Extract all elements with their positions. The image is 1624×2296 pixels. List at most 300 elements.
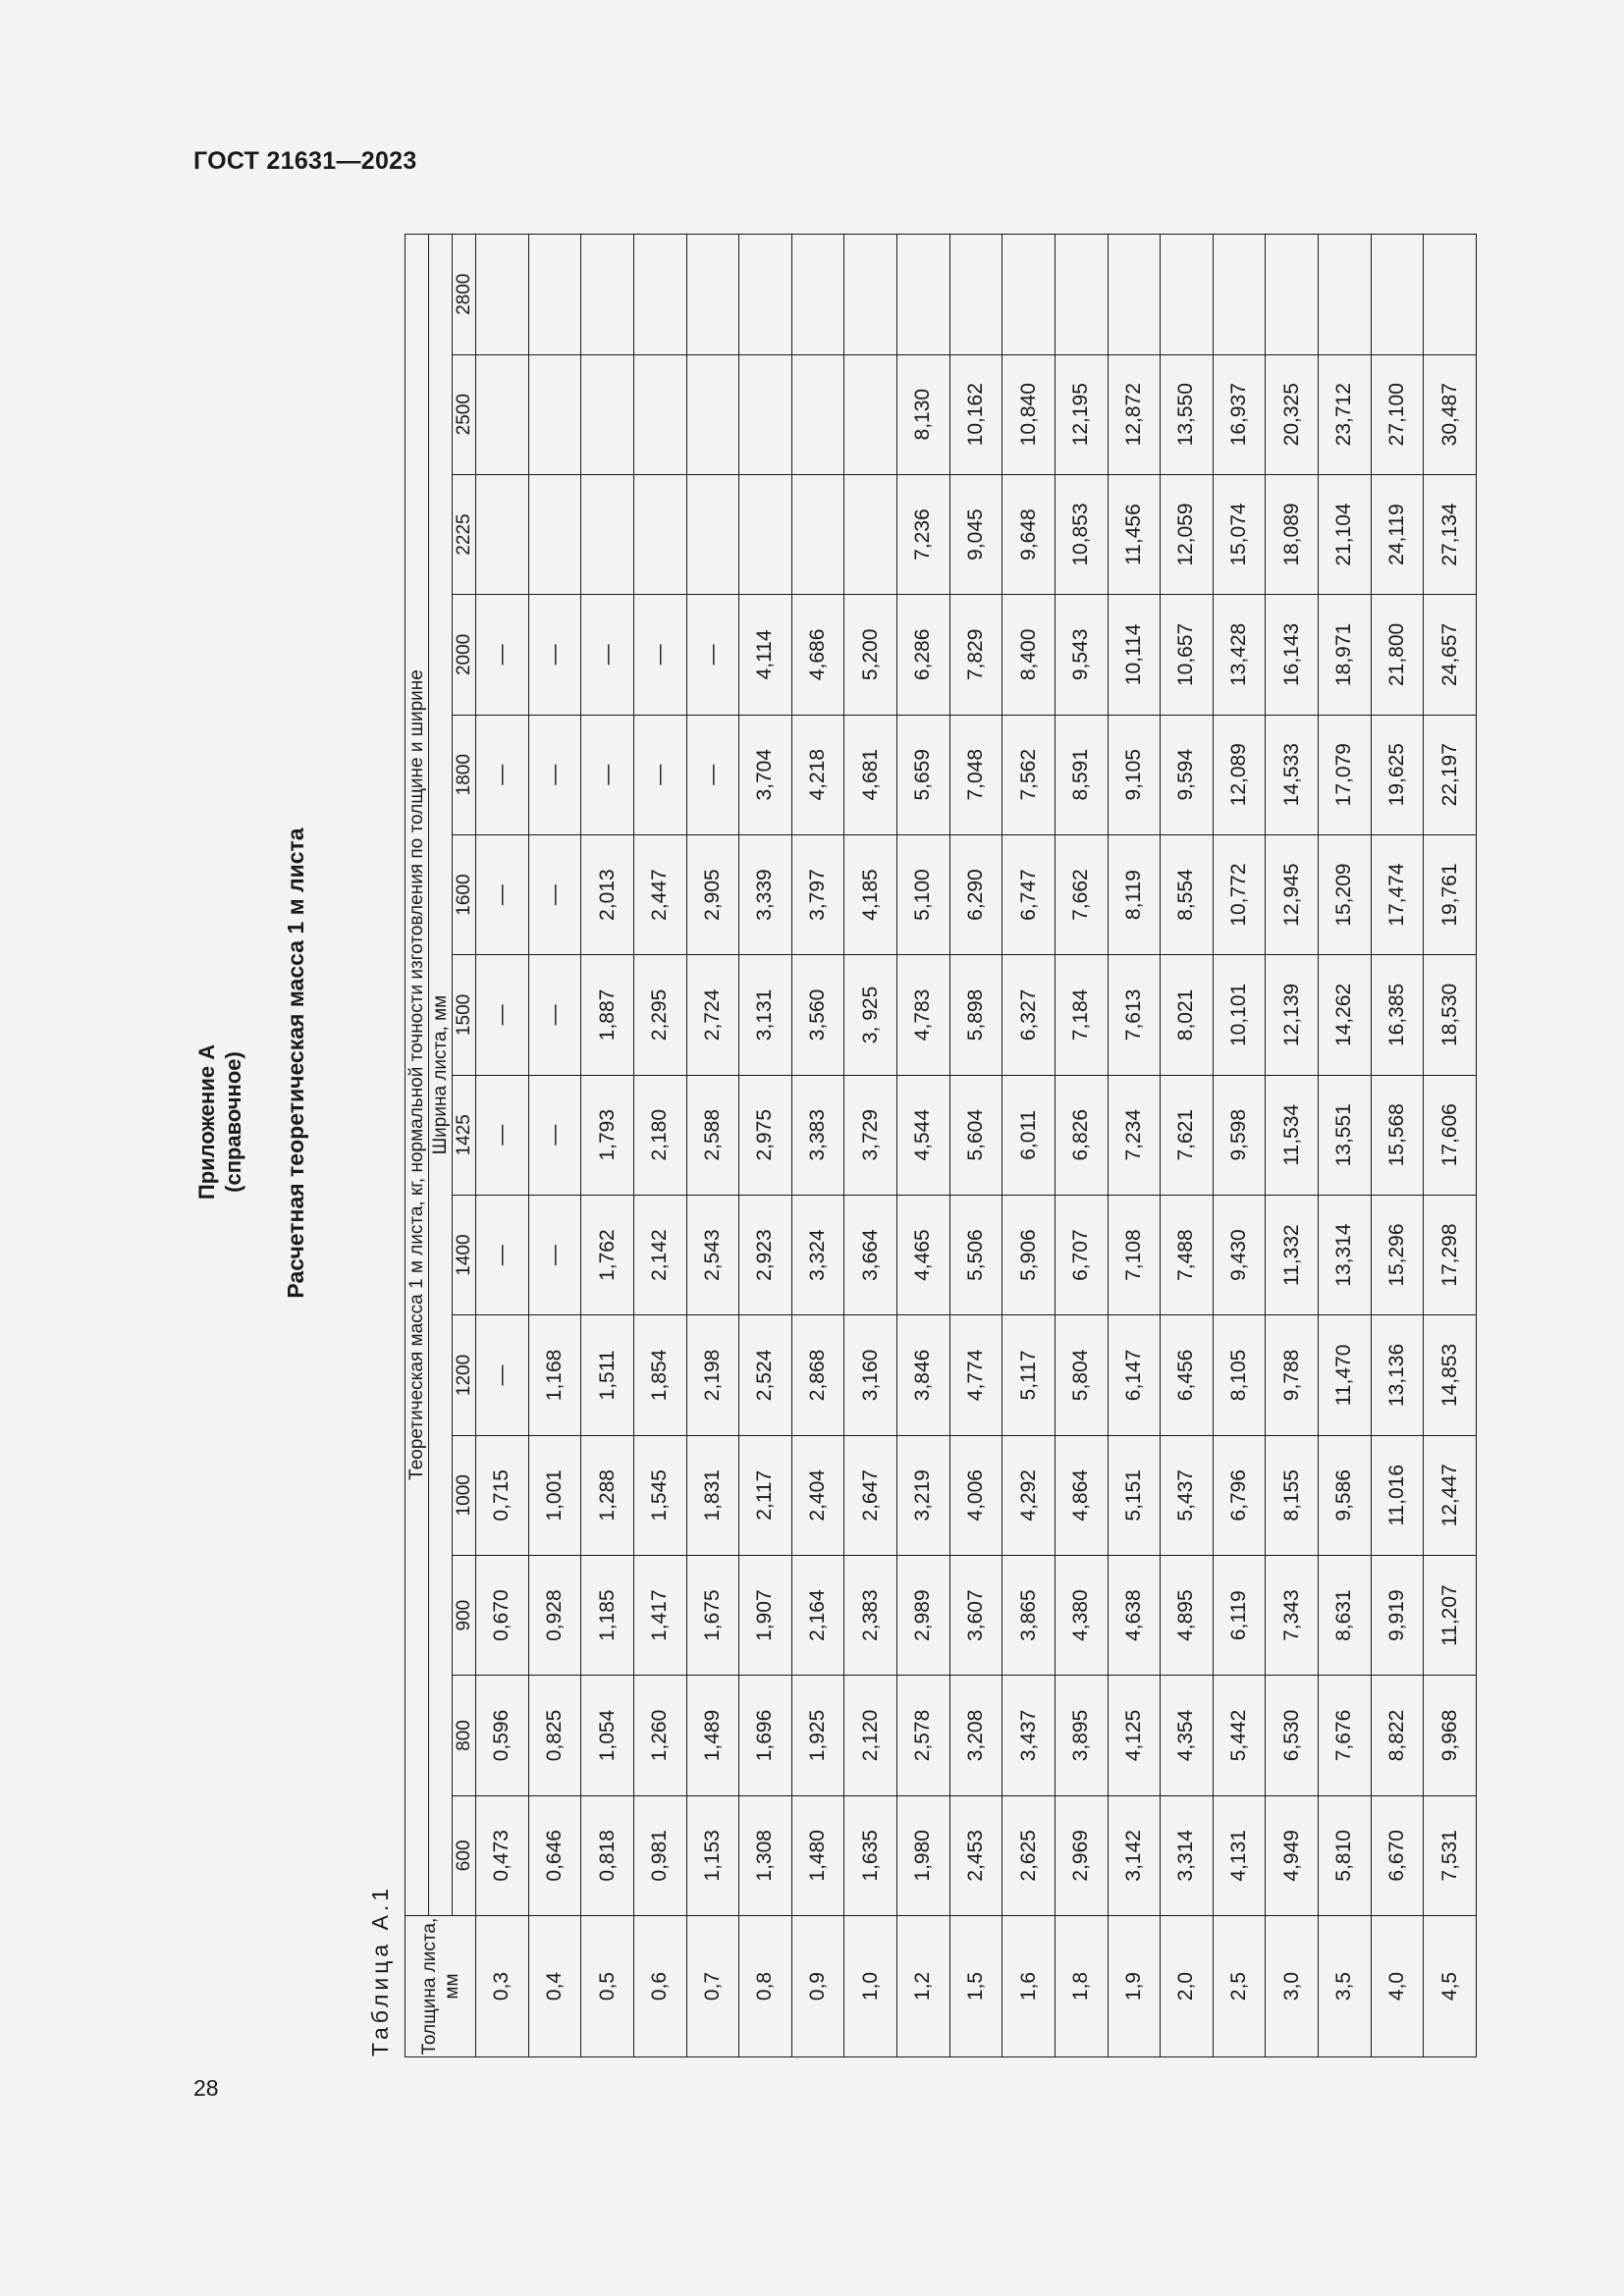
width-header-cell: 900 (453, 1555, 476, 1675)
mass-cell: 2,524 (739, 1315, 792, 1435)
mass-cell: 13,550 (1161, 354, 1214, 474)
mass-cell: — (633, 715, 686, 834)
mass-cell: 6,796 (1213, 1435, 1266, 1555)
mass-cell: 4,681 (844, 715, 897, 834)
mass-cell: 8,021 (1161, 955, 1214, 1075)
table-row (1319, 235, 1372, 2057)
document-code-header: ГОСТ 21631—2023 (193, 147, 417, 175)
mass-cell: 8,119 (1108, 834, 1161, 954)
mass-cell: 6,011 (1002, 1075, 1056, 1195)
mass-cell: 1,762 (581, 1195, 634, 1314)
mass-cell: 3,339 (739, 834, 792, 954)
mass-cell: 14,533 (1266, 715, 1319, 834)
mass-cell (1319, 235, 1372, 355)
mass-cell: 4,638 (1108, 1555, 1161, 1675)
mass-cell: 2,923 (739, 1195, 792, 1314)
mass-cell: 5,898 (949, 955, 1002, 1075)
mass-cell (739, 354, 792, 474)
table-body (476, 235, 1477, 2057)
thickness-cell: 0,8 (739, 1916, 792, 2057)
mass-cell: 0,715 (476, 1435, 529, 1555)
mass-cell: 2,295 (633, 955, 686, 1075)
mass-cell: 27,100 (1371, 354, 1424, 474)
mass-cell: 13,314 (1319, 1195, 1372, 1314)
mass-cell: 7,562 (1002, 715, 1056, 834)
mass-cell: 9,598 (1213, 1075, 1266, 1195)
mass-cell: — (528, 1075, 581, 1195)
mass-cell: 22,197 (1424, 715, 1477, 834)
mass-cell: 9,586 (1319, 1435, 1372, 1555)
mass-cell: 14,853 (1424, 1315, 1477, 1435)
thickness-cell: 1,5 (949, 1916, 1002, 2057)
mass-cell: 23,712 (1319, 354, 1372, 474)
mass-cell: 2,543 (686, 1195, 739, 1314)
mass-cell: 7,829 (949, 595, 1002, 715)
mass-cell: 12,195 (1055, 354, 1108, 474)
mass-cell: 6,826 (1055, 1075, 1108, 1195)
width-header-cell: 1425 (453, 1075, 476, 1195)
mass-cell: 1,480 (791, 1795, 844, 1915)
width-header-cell: 1800 (453, 715, 476, 834)
thickness-cell: 2,5 (1213, 1916, 1266, 2057)
mass-cell: — (528, 1195, 581, 1314)
mass-cell: 4,949 (1266, 1795, 1319, 1915)
mass-cell: 6,456 (1161, 1315, 1214, 1435)
width-header-cell: 1200 (453, 1315, 476, 1435)
table-row (949, 235, 1002, 2057)
width-header-cell: 2800 (453, 235, 476, 355)
mass-cell (1371, 235, 1424, 355)
mass-cell: 24,119 (1371, 474, 1424, 594)
mass-cell: 16,937 (1213, 354, 1266, 474)
mass-cell: 17,474 (1371, 834, 1424, 954)
mass-cell: 6,530 (1266, 1676, 1319, 1795)
mass-cell: 7,236 (897, 474, 950, 594)
mass-cell: — (581, 595, 634, 715)
mass-cell: 12,945 (1266, 834, 1319, 954)
mass-cell: 2,013 (581, 834, 634, 954)
table-row (528, 235, 581, 2057)
thickness-cell: 0,9 (791, 1916, 844, 2057)
mass-cell: 13,551 (1319, 1075, 1372, 1195)
mass-cell: 2,120 (844, 1676, 897, 1795)
mass-cell: 2,180 (633, 1075, 686, 1195)
mass-cell: 5,200 (844, 595, 897, 715)
mass-cell (633, 474, 686, 594)
mass-cell: 4,864 (1055, 1435, 1108, 1555)
mass-cell: 2,447 (633, 834, 686, 954)
mass-cell: 9,543 (1055, 595, 1108, 715)
table-row (1371, 235, 1424, 2057)
mass-cell: 11,016 (1371, 1435, 1424, 1555)
mass-cell: 0,825 (528, 1676, 581, 1795)
mass-cell: 11,470 (1319, 1315, 1372, 1435)
mass-cell: 11,332 (1266, 1195, 1319, 1314)
mass-cell: 5,117 (1002, 1315, 1056, 1435)
mass-cell: 24,657 (1424, 595, 1477, 715)
mass-cell: 15,568 (1371, 1075, 1424, 1195)
table-row (1108, 235, 1161, 2057)
mass-cell: 1,545 (633, 1435, 686, 1555)
mass-cell: 2,724 (686, 955, 739, 1075)
mass-cell: 0,981 (633, 1795, 686, 1915)
mass-cell (844, 235, 897, 355)
table-row (897, 235, 950, 2057)
mass-cell: — (476, 834, 529, 954)
mass-cell: 9,788 (1266, 1315, 1319, 1435)
mass-cell: — (528, 955, 581, 1075)
table-row (1424, 235, 1477, 2057)
mass-cell: — (476, 595, 529, 715)
mass-cell: 3,865 (1002, 1555, 1056, 1675)
mass-cell: 5,906 (1002, 1195, 1056, 1314)
mass-cell: 4,465 (897, 1195, 950, 1314)
mass-cell: 0,818 (581, 1795, 634, 1915)
mass-cell: 8,591 (1055, 715, 1108, 834)
mass-cell: 5,437 (1161, 1435, 1214, 1555)
mass-cell: 3,846 (897, 1315, 950, 1435)
mass-cell: 18,530 (1424, 955, 1477, 1075)
mass-cell (739, 474, 792, 594)
mass-cell: 3,324 (791, 1195, 844, 1314)
mass-cell: 3,160 (844, 1315, 897, 1435)
mass-cell: 10,840 (1002, 354, 1056, 474)
mass-cell: 3,797 (791, 834, 844, 954)
mass-cell: 8,130 (897, 354, 950, 474)
mass-cell: 2,989 (897, 1555, 950, 1675)
thickness-cell: 0,4 (528, 1916, 581, 2057)
mass-cell: 2,164 (791, 1555, 844, 1675)
mass-cell: — (528, 595, 581, 715)
mass-cell (739, 235, 792, 355)
mass-cell: 3,704 (739, 715, 792, 834)
mass-cell: 7,048 (949, 715, 1002, 834)
thickness-cell: 3,0 (1266, 1916, 1319, 2057)
mass-cell: 5,810 (1319, 1795, 1372, 1915)
mass-cell: 0,596 (476, 1676, 529, 1795)
thickness-cell: 1,9 (1108, 1916, 1161, 2057)
mass-cell: 5,804 (1055, 1315, 1108, 1435)
mass-cell: 2,905 (686, 834, 739, 954)
mass-cell: 3, 925 (844, 955, 897, 1075)
mass-cell: 1,831 (686, 1435, 739, 1555)
mass-cell: 13,428 (1213, 595, 1266, 715)
mass-table-container (405, 234, 1477, 2057)
mass-cell: 9,105 (1108, 715, 1161, 834)
mass-cell: 2,868 (791, 1315, 844, 1435)
thickness-cell: 1,0 (844, 1916, 897, 2057)
mass-cell (1161, 235, 1214, 355)
mass-cell: 3,437 (1002, 1676, 1056, 1795)
mass-cell: 3,895 (1055, 1676, 1108, 1795)
width-header-cell: 2000 (453, 595, 476, 715)
mass-cell (581, 235, 634, 355)
width-header-cell: 600 (453, 1795, 476, 1915)
mass-cell: 4,544 (897, 1075, 950, 1195)
mass-cell: 6,119 (1213, 1555, 1266, 1675)
mass-cell: 14,262 (1319, 955, 1372, 1075)
table-label: Таблица А.1 (367, 1884, 393, 2056)
mass-cell: 2,625 (1002, 1795, 1056, 1915)
mass-cell: 0,928 (528, 1555, 581, 1675)
mass-cell: 6,147 (1108, 1315, 1161, 1435)
mass-cell: 10,772 (1213, 834, 1266, 954)
mass-cell: 9,045 (949, 474, 1002, 594)
mass-cell: 21,800 (1371, 595, 1424, 715)
mass-cell: 8,822 (1371, 1676, 1424, 1795)
mass-cell: 12,139 (1266, 955, 1319, 1075)
mass-cell: 1,168 (528, 1315, 581, 1435)
mass-cell: 2,404 (791, 1435, 844, 1555)
mass-cell: 5,604 (949, 1075, 1002, 1195)
mass-cell: 13,136 (1371, 1315, 1424, 1435)
mass-cell: 3,664 (844, 1195, 897, 1314)
mass-cell: 10,114 (1108, 595, 1161, 715)
mass-cell (476, 354, 529, 474)
mass-cell: 6,290 (949, 834, 1002, 954)
mass-cell: 4,380 (1055, 1555, 1108, 1675)
mass-cell: 2,198 (686, 1315, 739, 1435)
mass-cell: — (528, 715, 581, 834)
mass-cell: 1,001 (528, 1435, 581, 1555)
mass-cell: 5,442 (1213, 1676, 1266, 1795)
mass-cell: 3,607 (949, 1555, 1002, 1675)
appendix-title: Приложение А (194, 1043, 219, 1201)
mass-cell: 4,895 (1161, 1555, 1214, 1675)
mass-cell: 2,383 (844, 1555, 897, 1675)
mass-cell: 3,729 (844, 1075, 897, 1195)
table-row (686, 235, 739, 2057)
mass-cell: 1,925 (791, 1676, 844, 1795)
mass-cell: 4,686 (791, 595, 844, 715)
table-row (581, 235, 634, 2057)
thickness-cell: 3,5 (1319, 1916, 1372, 2057)
mass-cell: 1,793 (581, 1075, 634, 1195)
table-row (1055, 235, 1108, 2057)
mass-cell: 7,662 (1055, 834, 1108, 954)
mass-cell: — (528, 834, 581, 954)
mass-cell: 1,854 (633, 1315, 686, 1435)
thickness-cell: 0,3 (476, 1916, 529, 2057)
mass-cell: 8,105 (1213, 1315, 1266, 1435)
mass-cell: 6,747 (1002, 834, 1056, 954)
mass-cell: 11,207 (1424, 1555, 1477, 1675)
mass-cell (1424, 235, 1477, 355)
mass-cell: 2,453 (949, 1795, 1002, 1915)
mass-cell: 17,298 (1424, 1195, 1477, 1314)
mass-cell: — (476, 1075, 529, 1195)
mass-cell: 10,853 (1055, 474, 1108, 594)
width-header-cell: 800 (453, 1676, 476, 1795)
mass-cell: — (476, 955, 529, 1075)
mass-cell (528, 474, 581, 594)
mass-cell: 8,155 (1266, 1435, 1319, 1555)
mass-cell: 3,131 (739, 955, 792, 1075)
mass-cell (1002, 235, 1056, 355)
mass-cell: 4,218 (791, 715, 844, 834)
mass-cell (686, 354, 739, 474)
mass-cell (791, 354, 844, 474)
table-row (1002, 235, 1056, 2057)
mass-cell (528, 354, 581, 474)
mass-cell: 4,125 (1108, 1676, 1161, 1795)
mass-cell: — (686, 715, 739, 834)
mass-cell (1055, 235, 1108, 355)
mass-cell: 7,488 (1161, 1195, 1214, 1314)
mass-cell: 2,142 (633, 1195, 686, 1314)
mass-cell: 2,969 (1055, 1795, 1108, 1915)
mass-cell: 10,657 (1161, 595, 1214, 715)
mass-cell: 1,054 (581, 1676, 634, 1795)
mass-cell: 18,089 (1266, 474, 1319, 594)
table-row (1266, 235, 1319, 2057)
header-row-main (406, 235, 429, 2057)
mass-cell: 5,659 (897, 715, 950, 834)
mass-cell: 3,208 (949, 1676, 1002, 1795)
width-header-cell: 1400 (453, 1195, 476, 1314)
mass-cell: 1,696 (739, 1676, 792, 1795)
thickness-cell: 1,6 (1002, 1916, 1056, 2057)
width-header-cell: 1500 (453, 955, 476, 1075)
mass-cell: 4,354 (1161, 1676, 1214, 1795)
mass-cell: 0,646 (528, 1795, 581, 1915)
mass-cell: 12,447 (1424, 1435, 1477, 1555)
mass-cell: 7,343 (1266, 1555, 1319, 1675)
mass-cell: 12,872 (1108, 354, 1161, 474)
table-row (476, 235, 529, 2057)
mass-cell (633, 235, 686, 355)
mass-cell: 16,143 (1266, 595, 1319, 715)
mass-cell (949, 235, 1002, 355)
mass-cell: 1,511 (581, 1315, 634, 1435)
mass-cell: 1,308 (739, 1795, 792, 1915)
mass-cell: 15,296 (1371, 1195, 1424, 1314)
mass-cell (686, 474, 739, 594)
mass-cell: 1,907 (739, 1555, 792, 1675)
header-row-width (429, 235, 453, 2057)
mass-cell: 16,385 (1371, 955, 1424, 1075)
mass-cell: 7,621 (1161, 1075, 1214, 1195)
mass-cell: 8,554 (1161, 834, 1214, 954)
mass-cell: 20,325 (1266, 354, 1319, 474)
thickness-cell: 1,2 (897, 1916, 950, 2057)
mass-cell: 30,487 (1424, 354, 1477, 474)
mass-cell: 1,185 (581, 1555, 634, 1675)
mass-cell: 27,134 (1424, 474, 1477, 594)
thickness-cell: 0,6 (633, 1916, 686, 2057)
mass-cell: 8,631 (1319, 1555, 1372, 1675)
mass-cell: — (476, 1195, 529, 1314)
mass-cell: 2,647 (844, 1435, 897, 1555)
mass-cell: 10,101 (1213, 955, 1266, 1075)
mass-cell: 3,383 (791, 1075, 844, 1195)
thickness-cell: 4,0 (1371, 1916, 1424, 2057)
thickness-column-header: Толщина листа, мм (406, 1916, 476, 2057)
mass-cell: — (686, 595, 739, 715)
mass-cell: 5,100 (897, 834, 950, 954)
mass-main-header: Теоретическая масса 1 м листа, кг, нормальной точности изготовления по толщине и ширине (406, 235, 429, 1916)
mass-cell: 2,117 (739, 1435, 792, 1555)
mass-cell (528, 235, 581, 355)
mass-cell: 6,327 (1002, 955, 1056, 1075)
mass-cell: — (581, 715, 634, 834)
mass-cell: 2,588 (686, 1075, 739, 1195)
width-header-cell: 2225 (453, 474, 476, 594)
page-number: 28 (193, 2075, 219, 2101)
mass-cell (581, 474, 634, 594)
mass-cell: 4,114 (739, 595, 792, 715)
mass-cell: 1,887 (581, 955, 634, 1075)
mass-cell: 19,761 (1424, 834, 1477, 954)
mass-cell: 4,131 (1213, 1795, 1266, 1915)
mass-cell: 9,430 (1213, 1195, 1266, 1314)
mass-cell: 15,074 (1213, 474, 1266, 594)
mass-cell: 3,560 (791, 955, 844, 1075)
mass-cell: — (633, 595, 686, 715)
mass-cell: — (476, 1315, 529, 1435)
mass-cell: 7,613 (1108, 955, 1161, 1075)
header-row-widths (453, 235, 476, 2057)
table-row (1213, 235, 1266, 2057)
thickness-cell: 0,7 (686, 1916, 739, 2057)
mass-cell: 9,919 (1371, 1555, 1424, 1675)
mass-cell: 6,707 (1055, 1195, 1108, 1314)
mass-cell: 3,314 (1161, 1795, 1214, 1915)
thickness-cell: 2,0 (1161, 1916, 1214, 2057)
thickness-cell: 1,8 (1055, 1916, 1108, 2057)
mass-cell: 9,648 (1002, 474, 1056, 594)
mass-cell: 7,531 (1424, 1795, 1477, 1915)
mass-cell (633, 354, 686, 474)
mass-cell (686, 235, 739, 355)
mass-cell: 5,506 (949, 1195, 1002, 1314)
mass-cell: 3,142 (1108, 1795, 1161, 1915)
mass-cell: 8,400 (1002, 595, 1056, 715)
mass-cell: 7,108 (1108, 1195, 1161, 1314)
mass-cell (581, 354, 634, 474)
mass-cell: 17,079 (1319, 715, 1372, 834)
mass-cell: 6,286 (897, 595, 950, 715)
appendix-heading (193, 847, 246, 1397)
mass-cell: 7,676 (1319, 1676, 1372, 1795)
mass-cell (844, 354, 897, 474)
mass-table (405, 234, 1477, 2057)
width-header-cell: 2500 (453, 354, 476, 474)
appendix-subtitle: (справочное) (221, 1051, 245, 1193)
mass-cell: 12,089 (1213, 715, 1266, 834)
mass-cell: 1,489 (686, 1676, 739, 1795)
mass-cell: 15,209 (1319, 834, 1372, 954)
mass-cell: 5,151 (1108, 1435, 1161, 1555)
mass-cell: 1,417 (633, 1555, 686, 1675)
mass-cell: 0,670 (476, 1555, 529, 1675)
mass-cell: — (476, 715, 529, 834)
thickness-cell: 0,5 (581, 1916, 634, 2057)
mass-cell: 7,234 (1108, 1075, 1161, 1195)
mass-cell: 19,625 (1371, 715, 1424, 834)
mass-cell: 4,185 (844, 834, 897, 954)
mass-cell: 18,971 (1319, 595, 1372, 715)
mass-cell: 1,260 (633, 1676, 686, 1795)
width-header-cell: 1000 (453, 1435, 476, 1555)
mass-cell (791, 474, 844, 594)
mass-cell (791, 235, 844, 355)
mass-cell: 21,104 (1319, 474, 1372, 594)
mass-cell: 1,635 (844, 1795, 897, 1915)
table-row (791, 235, 844, 2057)
mass-cell: 2,578 (897, 1676, 950, 1795)
table-row (1161, 235, 1214, 2057)
